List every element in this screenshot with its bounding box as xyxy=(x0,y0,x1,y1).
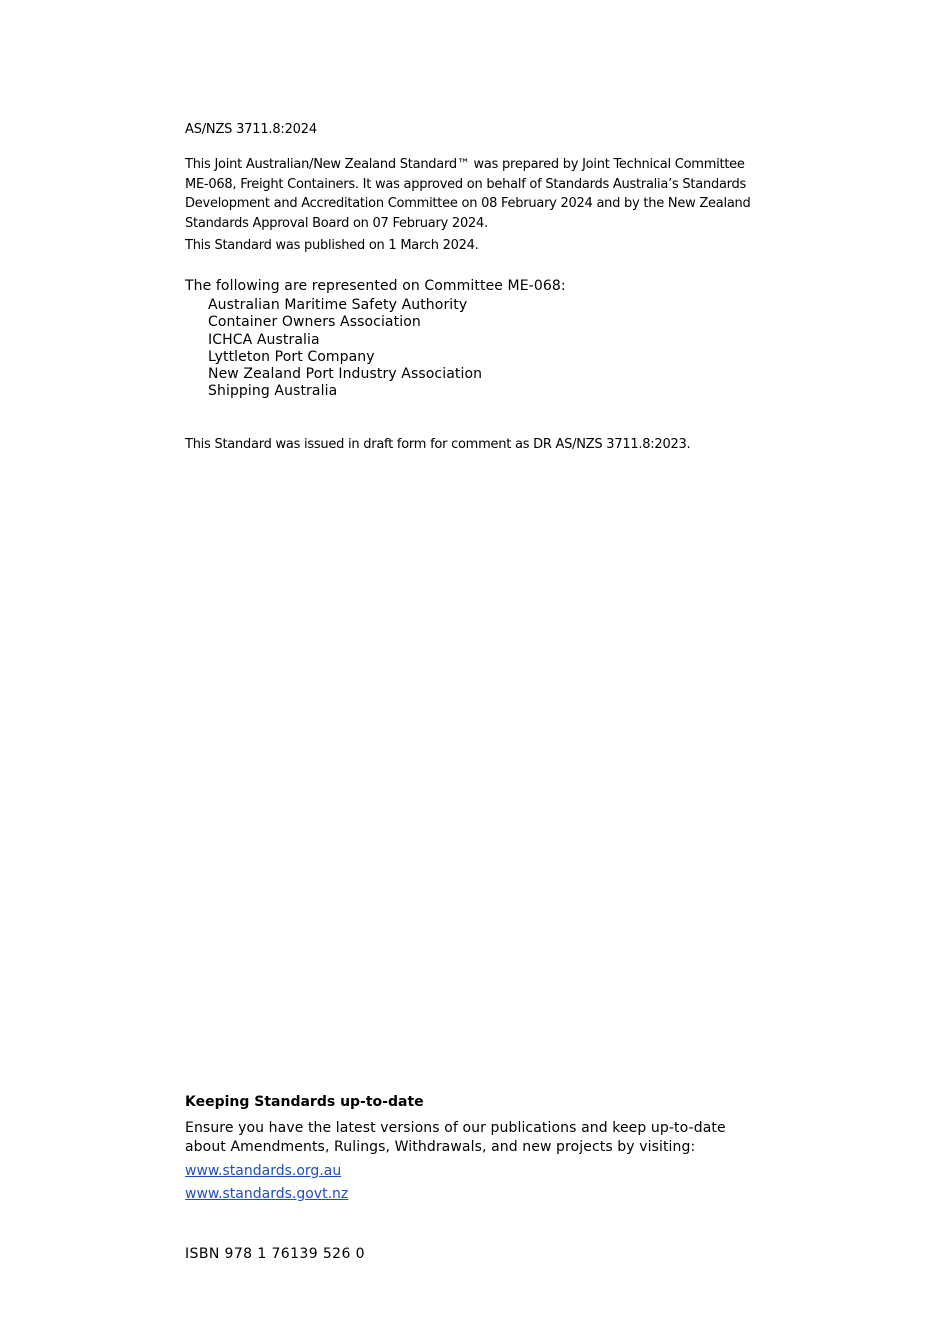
keeping-standards-section xyxy=(185,1094,785,1202)
standard-code: AS/NZS 3711.8:2024 xyxy=(185,122,317,137)
committee-member: Container Owners Association xyxy=(208,314,421,331)
published-statement: This Standard was published on 1 March 2024. xyxy=(185,238,479,253)
intro-paragraph: This Joint Australian/New Zealand Standard™ was prepared by Joint Technical Committee ME-068, Freight Containers. It was approved on behalf of Standards Australia’s Standards Development and Accreditation Committee on 08 February 2024 and by the New Zealand Standards Approval Board on 07 February 2024. xyxy=(185,157,751,231)
keeping-description: Ensure you have the latest versions of our publications and keep up-to-date about Amendments, Rulings, Withdrawals, and new projects by visiting: xyxy=(185,1120,726,1155)
draft-statement: This Standard was issued in draft form for comment as DR AS/NZS 3711.8:2023. xyxy=(185,437,691,452)
committee-member: Lyttleton Port Company xyxy=(208,348,375,365)
committee-member-list xyxy=(185,297,566,400)
committee-member: New Zealand Port Industry Association xyxy=(208,366,483,383)
committee-member: Australian Maritime Safety Authority xyxy=(208,297,468,314)
standards-australia-link[interactable]: www.standards.org.au xyxy=(185,1163,342,1179)
committee-member: Shipping Australia xyxy=(208,383,338,400)
committee-heading: The following are represented on Committee ME-068: xyxy=(185,278,566,294)
isbn-number: ISBN 978 1 76139 526 0 xyxy=(185,1246,365,1262)
standards-nz-link[interactable]: www.standards.govt.nz xyxy=(185,1186,349,1202)
keeping-heading: Keeping Standards up-to-date xyxy=(185,1094,424,1110)
committee-member: ICHCA Australia xyxy=(208,331,320,348)
committee-section xyxy=(185,278,566,400)
